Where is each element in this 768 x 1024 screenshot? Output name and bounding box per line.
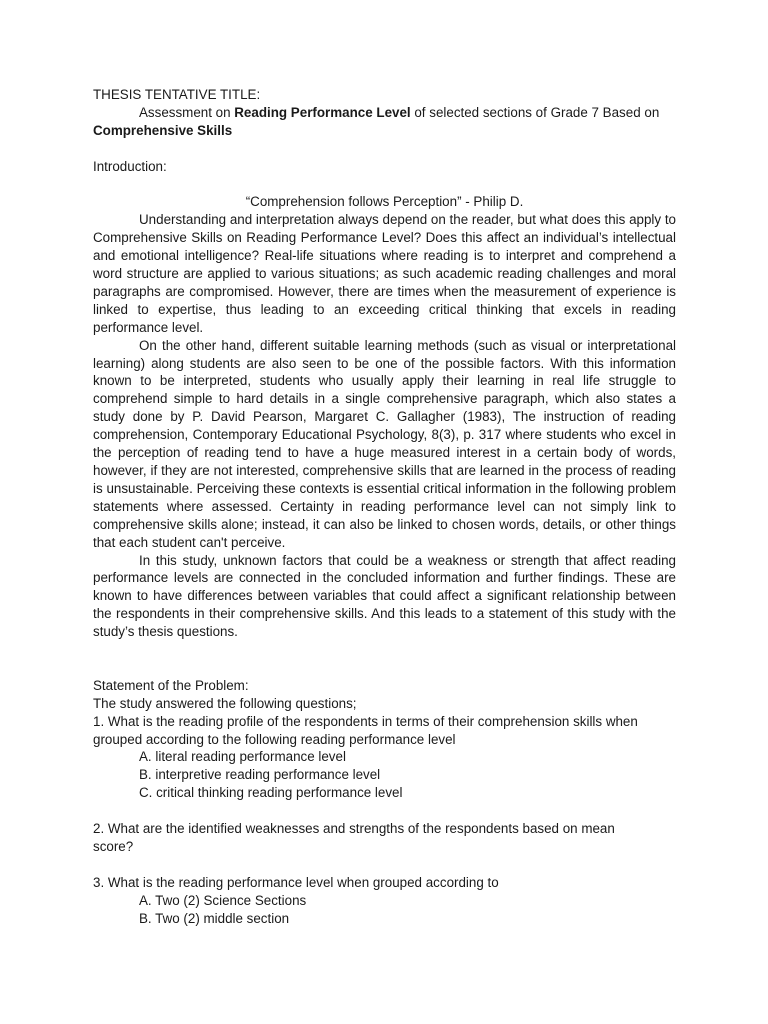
spacer: [93, 856, 676, 874]
problem-lead: The study answered the following questions;: [93, 695, 357, 711]
introduction-paragraph-1: Understanding and interpretation always depend on the reader, but what does this apply to Comprehensive Skills on Reading Performance Level? Does this affect an individual’s intellectual and emotional intelligence? Real-life situations where reading is to interpret and comprehend a word structure are applied to various situations; as such academic reading challenges and moral paragraphs are compromised. However, there are times when the measurement of experience is linked to expertise, thus leading to an exceeding critical thinking that excels in reading performance level.: [93, 212, 676, 335]
question-1-item-b: B. interpretive reading performance level: [139, 767, 381, 783]
question-3-line-1: 3. What is the reading performance level when grouped according to: [93, 874, 499, 890]
question-2-line-2: score?: [93, 838, 134, 854]
introduction-heading: Introduction:: [93, 158, 167, 174]
thesis-title-pre: Assessment on: [139, 104, 235, 120]
thesis-title-mid: of selected sections of Grade 7 Based on: [410, 104, 660, 120]
question-3-item-a: A. Two (2) Science Sections: [139, 892, 307, 908]
introduction-quote: “Comprehension follows Perception” - Philip D.: [245, 194, 524, 210]
thesis-title: [93, 104, 676, 140]
thesis-heading: THESIS TENTATIVE TITLE:: [93, 87, 261, 102]
question-1-item-a: A. literal reading performance level: [139, 749, 346, 765]
question-3-item-b: B. Two (2) middle section: [139, 910, 290, 926]
spacer: [93, 659, 676, 677]
question-1-item-c: C. critical thinking reading performance level: [139, 785, 403, 801]
question-1-line-2: grouped according to the following reading performance level: [93, 731, 456, 747]
thesis-title-bold-skills: Comprehensive Skills: [93, 122, 233, 138]
spacer: [93, 802, 676, 820]
question-1-line-1: 1. What is the reading profile of the respondents in terms of their comprehension skills when: [93, 713, 638, 729]
question-2-line-1: 2. What are the identified weaknesses and strengths of the respondents based on mean: [93, 821, 615, 837]
document-page: [93, 86, 676, 928]
spacer: [93, 176, 676, 194]
problem-heading: Statement of the Problem:: [93, 677, 249, 693]
introduction-paragraph-3: In this study, unknown factors that could be a weakness or strength that affect reading performance levels are connected in the concluded information and further findings. These are known to have differences between variables that could affect a significant relationship between the respondents in their comprehensive skills. And this leads to a statement of this study with the study’s thesis questions.: [93, 552, 676, 640]
thesis-title-bold-reading: Reading Performance Level: [234, 104, 411, 120]
spacer: [93, 641, 676, 659]
spacer: [93, 140, 676, 158]
introduction-paragraph-2: On the other hand, different suitable learning methods (such as visual or interpretational learning) along students are also seen to be one of the possible factors. With this information known to be interpreted, students who usually apply their learning in real life struggle to comprehend simple to hard details in a single comprehensive paragraph, which also states a study done by P. David Pearson, Margaret C. Gallagher (1983), The instruction of reading comprehension, Contemporary Educational Psychology, 8(3), p. 317 where students who excel in the perception of reading tend to have a huge measured interest in a certain body of words, however, if they are not interested, comprehensive skills that are learned in the process of reading is unsustainable. Perceiving these contexts is essential critical information in the following problem statements where assessed. Certainty in reading performance level can not simply link to comprehensive skills alone; instead, it can also be linked to chosen words, details, or other things that each student can't perceive.: [93, 337, 676, 550]
